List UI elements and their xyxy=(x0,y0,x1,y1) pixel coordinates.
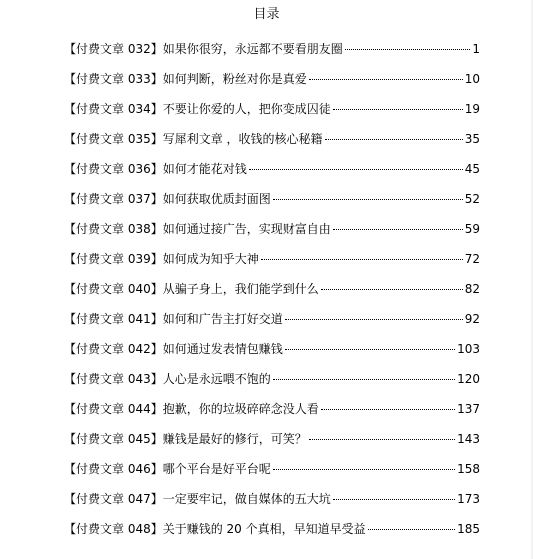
toc-entry[interactable] xyxy=(64,456,480,486)
dot-leader xyxy=(368,529,455,530)
toc-entry-title: 【付费文章 047】一定要牢记，做自媒体的五大坑 xyxy=(64,492,331,506)
toc-entry-title: 【付费文章 045】赚钱是最好的修行，可笑？ xyxy=(64,432,307,446)
toc-entry[interactable] xyxy=(64,366,480,396)
toc-entry-title: 【付费文章 032】如果你很穷，永远都不要看朋友圈 xyxy=(64,42,343,56)
toc-entry-page-number: 19 xyxy=(464,102,480,116)
toc-entry[interactable] xyxy=(64,396,480,426)
dot-leader xyxy=(285,349,455,350)
toc-entry-page-number: 137 xyxy=(457,402,480,416)
toc-entry-title: 【付费文章 042】如何通过发表情包赚钱 xyxy=(64,342,283,356)
toc-entry-title: 【付费文章 043】人心是永远喂不饱的 xyxy=(64,372,271,386)
toc-entry-title: 【付费文章 037】如何获取优质封面图 xyxy=(64,192,271,206)
toc-entry-title: 【付费文章 034】不要让你爱的人，把你变成囚徒 xyxy=(64,102,331,116)
toc-entry-page-number: 10 xyxy=(464,72,480,86)
toc-entry-page-number: 103 xyxy=(457,342,480,356)
dot-leader xyxy=(345,49,471,50)
toc-entry-page-number: 173 xyxy=(457,492,480,506)
toc-entry-title: 【付费文章 041】如何和广告主打好交道 xyxy=(64,312,283,326)
dot-leader xyxy=(321,289,463,290)
toc-entry-page-number: 45 xyxy=(464,162,480,176)
dot-leader xyxy=(273,379,455,380)
toc-entry-page-number: 59 xyxy=(464,222,480,236)
toc-entry[interactable] xyxy=(64,246,480,276)
toc-entry-page-number: 158 xyxy=(457,462,480,476)
dot-leader xyxy=(285,319,463,320)
dot-leader xyxy=(333,499,455,500)
dot-leader xyxy=(333,109,463,110)
toc-entry-page-number: 120 xyxy=(457,372,480,386)
toc-entry-page-number: 1 xyxy=(472,42,480,56)
toc-entry[interactable] xyxy=(64,306,480,336)
toc-entry[interactable] xyxy=(64,216,480,246)
toc-entry[interactable] xyxy=(64,186,480,216)
dot-leader xyxy=(325,139,463,140)
toc-entry[interactable] xyxy=(64,66,480,96)
dot-leader xyxy=(249,169,463,170)
dot-leader xyxy=(309,439,455,440)
toc-entry-title: 【付费文章 035】写犀利文章 ，收钱的核心秘籍 xyxy=(64,132,323,146)
toc-entry[interactable] xyxy=(64,96,480,126)
toc-entry-page-number: 143 xyxy=(457,432,480,446)
toc-entry[interactable] xyxy=(64,276,480,306)
dot-leader xyxy=(273,469,455,470)
toc-entry[interactable] xyxy=(64,426,480,456)
toc-entry-page-number: 72 xyxy=(464,252,480,266)
toc-entry[interactable] xyxy=(64,126,480,156)
toc-entry[interactable] xyxy=(64,486,480,516)
dot-leader xyxy=(261,259,463,260)
toc-entry-title: 【付费文章 033】如何判断，粉丝对你是真爱 xyxy=(64,72,307,86)
toc-entry-page-number: 92 xyxy=(464,312,480,326)
toc-entry-page-number: 52 xyxy=(464,192,480,206)
dot-leader xyxy=(273,199,463,200)
toc-entry-title: 【付费文章 036】如何才能花对钱 xyxy=(64,162,247,176)
toc-entry-page-number: 185 xyxy=(457,522,480,536)
toc-entry[interactable] xyxy=(64,36,480,66)
toc-entry-page-number: 35 xyxy=(464,132,480,146)
toc-entry-title: 【付费文章 039】如何成为知乎大神 xyxy=(64,252,259,266)
toc-title: 目录 xyxy=(253,7,280,22)
dot-leader xyxy=(333,229,463,230)
toc-entry[interactable] xyxy=(64,516,480,546)
toc-entry-title: 【付费文章 040】从骗子身上，我们能学到什么 xyxy=(64,282,319,296)
toc-entry-page-number: 82 xyxy=(464,282,480,296)
toc-entry[interactable] xyxy=(64,156,480,186)
dot-leader xyxy=(309,79,463,80)
dot-leader xyxy=(321,409,455,410)
toc-entry[interactable] xyxy=(64,336,480,366)
toc-list xyxy=(64,36,480,546)
toc-entry-title: 【付费文章 046】哪个平台是好平台呢 xyxy=(64,462,271,476)
toc-entry-title: 【付费文章 044】抱歉，你的垃圾碎碎念没人看 xyxy=(64,402,319,416)
toc-entry-title: 【付费文章 048】关于赚钱的 20 个真相，早知道早受益 xyxy=(64,522,366,536)
toc-entry-title: 【付费文章 038】如何通过接广告，实现财富自由 xyxy=(64,222,331,236)
